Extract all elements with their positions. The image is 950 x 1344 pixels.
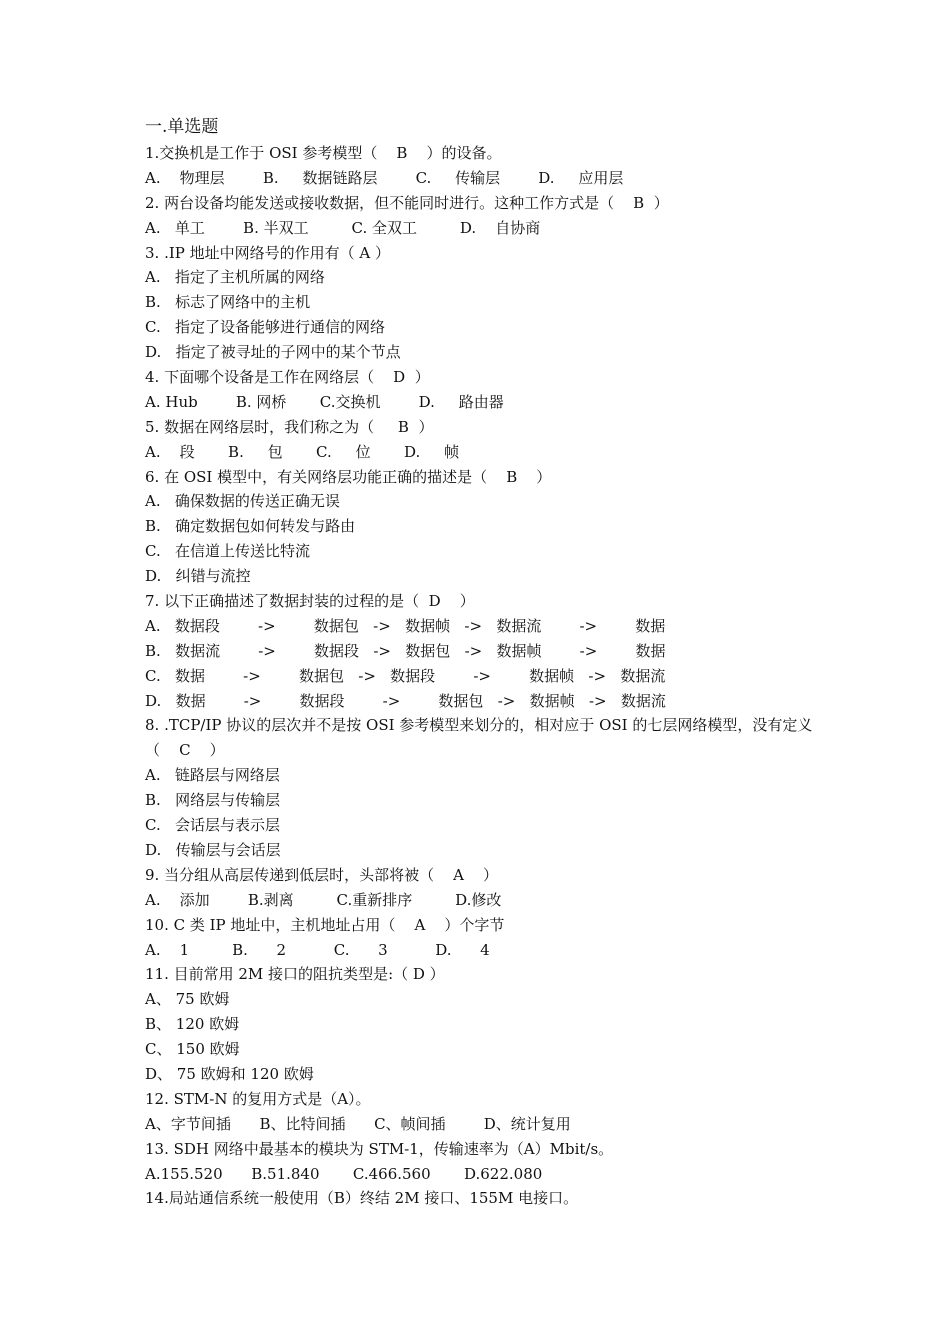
question-11-option-d: D、 75 欧姆和 120 欧姆: [145, 1064, 314, 1083]
question-8-option-b: B. 网络层与传输层: [145, 791, 281, 810]
question-12: 12. STM-N 的复用方式是（A）。: [145, 1089, 371, 1108]
question-7-option-d: D. 数据 -> 数据段 -> 数据包 -> 数据帧 -> 数据流: [145, 691, 666, 710]
question-4: 4. 下面哪个设备是工作在网络层（ D ）: [145, 368, 430, 387]
question-6-option-d: D. 纠错与流控: [145, 567, 251, 586]
question-8-option-d: D. 传输层与会话层: [145, 840, 281, 859]
question-3-option-b: B. 标志了网络中的主机: [145, 293, 311, 312]
question-12-options: A、字节间插 B、比特间插 C、帧间插 D、统计复用: [145, 1114, 571, 1133]
question-6-option-c: C. 在信道上传送比特流: [145, 542, 311, 561]
section-title: 一.单选题: [145, 117, 219, 137]
question-8: 8. .TCP/IP 协议的层次并不是按 OSI 参考模型来划分的，相对应于 OSI 的七层网络模型，没有定义（ C ）: [145, 716, 813, 760]
question-5: 5. 数据在网络层时，我们称之为（ B ）: [145, 417, 434, 436]
question-4-options: A. Hub B. 网桥 C.交换机 D. 路由器: [145, 392, 504, 411]
question-11: 11. 目前常用 2M 接口的阻抗类型是:（ D ）: [145, 965, 445, 984]
question-11-option-a: A、 75 欧姆: [145, 990, 230, 1009]
question-13-options: A.155.520 B.51.840 C.466.560 D.622.080: [145, 1164, 543, 1183]
question-11-option-c: C、 150 欧姆: [145, 1040, 240, 1059]
question-8-option-c: C. 会话层与表示层: [145, 816, 281, 835]
question-2: 2. 两台设备均能发送或接收数据，但不能同时进行。这种工作方式是（ B ）: [145, 193, 669, 212]
question-7-option-a: A. 数据段 -> 数据包 -> 数据帧 -> 数据流 -> 数据: [145, 616, 666, 635]
question-13: 13. SDH 网络中最基本的模块为 STM-1，传输速率为（A）Mbit/s。: [145, 1139, 614, 1158]
question-6-option-a: A. 确保数据的传送正确无误: [145, 492, 340, 511]
question-11-option-b: B、 120 欧姆: [145, 1015, 240, 1034]
question-9: 9. 当分组从高层传递到低层时，头部将被（ A ）: [145, 865, 499, 884]
question-8-option-a: A. 链路层与网络层: [145, 766, 280, 785]
question-10-options: A. 1 B. 2 C. 3 D. 4: [145, 940, 490, 959]
question-2-options: A. 单工 B. 半双工 C. 全双工 D. 自协商: [145, 218, 541, 237]
question-7: 7. 以下正确描述了数据封装的过程的是（ D ）: [145, 592, 475, 611]
question-3-option-d: D. 指定了被寻址的子网中的某个节点: [145, 343, 401, 362]
question-10: 10. C 类 IP 地址中，主机地址占用（ A ）个字节: [145, 915, 505, 934]
question-3: 3. .IP 地址中网络号的作用有（ A ）: [145, 243, 391, 262]
question-9-options: A. 添加 B.剥离 C.重新排序 D.修改: [145, 890, 502, 909]
question-14: 14.局站通信系统一般使用（B）终结 2M 接口、155M 电接口。: [145, 1189, 579, 1208]
question-7-option-b: B. 数据流 -> 数据段 -> 数据包 -> 数据帧 -> 数据: [145, 641, 666, 660]
question-1-options: A. 物理层 B. 数据链路层 C. 传输层 D. 应用层: [145, 168, 624, 187]
question-3-option-a: A. 指定了主机所属的网络: [145, 268, 325, 287]
question-6-option-b: B. 确定数据包如何转发与路由: [145, 517, 356, 536]
question-6: 6. 在 OSI 模型中，有关网络层功能正确的描述是（ B ）: [145, 467, 552, 486]
document-body: [145, 114, 825, 1211]
question-5-options: A. 段 B. 包 C. 位 D. 帧: [145, 442, 460, 461]
question-1: 1.交换机是工作于 OSI 参考模型（ B ）的设备。: [145, 144, 502, 162]
question-3-option-c: C. 指定了设备能够进行通信的网络: [145, 318, 386, 337]
question-7-option-c: C. 数据 -> 数据包 -> 数据段 -> 数据帧 -> 数据流: [145, 666, 666, 685]
